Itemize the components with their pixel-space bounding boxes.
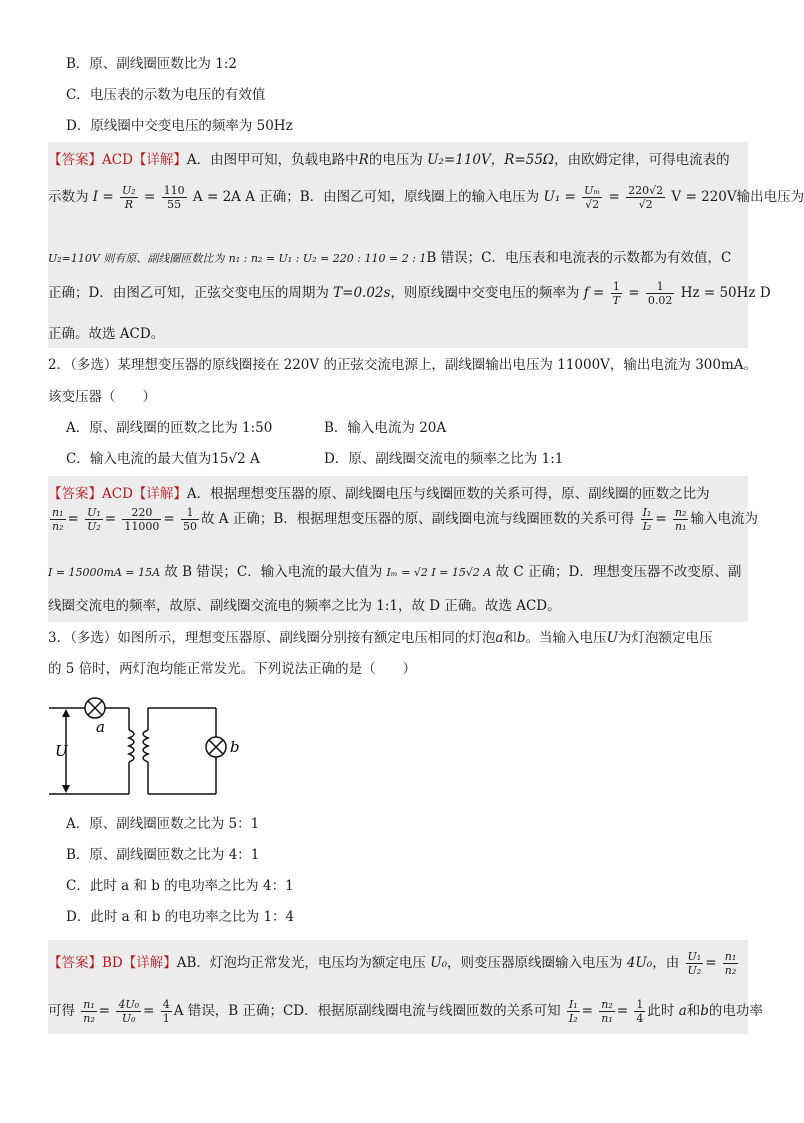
math: f =: [583, 285, 605, 301]
text: A．根据理想变压器的原、副线圈电压与线圈匝数的关系可得，原、副线圈的匝数之比为: [186, 486, 710, 502]
question-2-stem: 2．（多选）某理想变压器的原线圈接在 220V 的正弦交流电源上，副线圈输出电压为 11000V，输出电流为 300mA。: [48, 357, 758, 373]
fraction: $\frac{\text{U₂}}{R}$: [122, 184, 136, 211]
math: I = 15000mA = 15A: [48, 566, 161, 579]
math: A = 2A: [192, 189, 241, 205]
math: Iₘ = √2 I = 15√2 A: [386, 566, 492, 579]
answer-tag: 【答案】BD【详解】: [48, 955, 177, 971]
text: ，由欧姆定律，可得电流表的: [554, 152, 730, 168]
text: R=55Ω: [504, 152, 555, 168]
math: U₁ =: [543, 189, 576, 205]
text: A．由图甲可知，负载电路中: [186, 152, 359, 168]
text: 示数为: [48, 189, 89, 205]
text: 故 A 正确；B．根据理想变压器的原、副线圈电流与线圈匝数的关系可得: [201, 511, 635, 527]
math: n₁ : n₂ = U₁ : U₂ = 220 : 110 = 2 : 1: [228, 252, 427, 265]
fraction: $\frac{\text{n₂}}{\text{n₁}}$: [601, 998, 613, 1025]
fraction: $\frac{110}{55}$: [163, 184, 185, 211]
q2-option-b: B．输入电流为 20A: [324, 420, 447, 436]
fraction: $\frac{1}{4}$: [636, 998, 644, 1025]
text: ，则原线圈中交变电压的频率为: [390, 285, 580, 301]
fraction: $\frac{\text{n₂}}{\text{n₁}}$: [674, 506, 687, 533]
q2-option-a: A．原、副线圈的匝数之比为 1:50: [66, 420, 273, 436]
fraction: $\frac{1}{T}$: [612, 280, 620, 307]
fraction: $\frac{\text{4U₀}}{\text{U₀}}$: [118, 998, 140, 1025]
math: Hz = 50Hz: [680, 285, 756, 301]
math: V = 220V: [671, 189, 737, 205]
text: B 错误；C．电压表和电流表的示数都为有效值，C: [426, 250, 732, 266]
question-2-stem-cont: 该变压器（ ）: [48, 389, 156, 405]
answer-block-1: 【答案】ACD【详解】A．由图甲可知，负载电路中R的电压为 U₂=110V，R=55Ω，由欧姆定律，可得电流表的 示数为 I = $\frac{\text{U₂}}{R}$ = $\frac{110}{55}$ A = 2A A 正确；B．由图乙可知，原线圈上的输入电压为 U₁ = $\frac{\text{Uₘ}}{√2}$ = $\frac{220√2}{√2}$ V = 220V输出电压为 U₂=110V 则有原、副线圈匝数比为 n₁ : n₂ = U₁ : U₂ = 220 : 110 = 2 : 1B 错误；C．电压表和电流表的示数都为有效值，C 正确；D．由图乙可知，正弦交变电压的周期为 T=0.02s，则原线圈中交变电压的频率为 f = $\frac{1}{T}$ = $\frac{1}{0.02}$ Hz = 50Hz D 正确。故选 ACD。: [48, 142, 748, 348]
transformer-circuit-diagram: [44, 690, 240, 800]
fraction: $\frac{220√2}{√2}$: [628, 184, 664, 211]
q3-option-a: A．原、副线圈匝数之比为 5：1: [66, 816, 260, 832]
fraction: $\frac{\text{U₁}}{\text{U₂}}$: [87, 506, 101, 533]
fraction: $\frac{\text{I₁}}{\text{I₂}}$: [568, 998, 578, 1025]
text: D: [759, 285, 771, 301]
fraction: $\frac{1}{0.02}$: [647, 280, 673, 307]
text: 的电压为: [368, 152, 423, 168]
text: 正确。故选 ACD。: [48, 326, 165, 342]
lamp-a-label: a: [96, 718, 105, 736]
fraction: $\frac{\text{n₁}}{\text{n₂}}$: [724, 950, 737, 977]
math: U₂=110V 则有原、副线圈匝数比为: [48, 252, 225, 265]
voltage-u-label: U: [55, 742, 68, 760]
fraction: $\frac{\text{n₁}}{\text{n₂}}$: [83, 998, 95, 1025]
text: U₂=110V，: [427, 152, 505, 168]
option-d-prev: D．原线圈中交变电压的频率为 50Hz: [66, 118, 293, 134]
text: A 正确；B．由图乙可知，原线圈上的输入电压为: [245, 189, 540, 205]
question-3-stem: 3．（多选）如图所示，理想变压器原、副线圈分别接有额定电压相同的灯泡a和b。当输入电压U为灯泡额定电压: [48, 630, 713, 646]
text: 故 C 正确；D．理想变压器不改变原、副: [495, 564, 742, 580]
math: I =: [92, 189, 114, 205]
text: 输出电压为: [736, 189, 804, 205]
text: 线圈交流电的频率，故原、副线圈交流电的频率之比为 1:1，故 D 正确。故选 ACD。: [48, 598, 561, 614]
fraction: $\frac{4}{1}$: [162, 998, 170, 1025]
text: 正确；D．由图乙可知，正弦交变电压的周期为: [48, 285, 329, 301]
text: T=0.02s: [333, 285, 391, 301]
fraction: $\frac{\text{I₁}}{\text{I₂}}$: [642, 506, 652, 533]
fraction: $\frac{220}{11000}$: [124, 506, 160, 533]
answer-block-3: 【答案】BD【详解】AB．灯泡均正常发光，电压均为额定电压 U₀，则变压器原线圈输入电压为 4U₀，由 $\frac{\text{U₁}}{\text{U₂}}$ = $\frac{\text{n₁}}{\text{n₂}}$ 可得 $\frac{\text{n₁}}{\text{n₂}}$ = $\frac{\text{4U₀}}{\text{U₀}}$ = $\frac{4}{1}$ A 错误，B 正确；CD．根据原副线圈电流与线圈匝数的关系可知 $\frac{\text{I₁}}{\text{I₂}}$ = $\frac{\text{n₂}}{\text{n₁}}$ = $\frac{1}{4}$ 此时 a和b的电功率: [48, 940, 748, 1034]
answer-tag: 【答案】ACD【详解】: [48, 486, 187, 502]
text: 输入电流为: [690, 511, 758, 527]
fraction: $\frac{\text{n₁}}{\text{n₂}}$: [52, 506, 64, 533]
q3-option-d: D．此时 a 和 b 的电功率之比为 1：4: [66, 909, 295, 925]
q2-option-d: D．原、副线圈交流电的频率之比为 1:1: [324, 451, 564, 467]
lamp-b-label: b: [230, 738, 240, 756]
option-c-prev: C．电压表的示数为电压的有效值: [66, 87, 266, 103]
answer-block-2: 【答案】ACD【详解】A．根据理想变压器的原、副线圈电压与线圈匝数的关系可得，原、副线圈的匝数之比为 $\frac{\text{n₁}}{\text{n₂}}$ = $\frac{\text{U₁}}{\text{U₂}}$ = $\frac{220}{11000}$ = $\frac{1}{50}$ 故 A 正确；B．根据理想变压器的原、副线圈电流与线圈匝数的关系可得 $\frac{\text{I₁}}{\text{I₂}}$ = $\frac{\text{n₂}}{\text{n₁}}$ 输入电流为 I = 15000mA = 15A 故 B 错误；C．输入电流的最大值为 Iₘ = √2 I = 15√2 A 故 C 正确；D．理想变压器不改变原、副 线圈交流电的频率，故原、副线圈交流电的频率之比为 1:1，故 D 正确。故选 ACD。: [48, 476, 748, 622]
q3-option-b: B．原、副线圈匝数之比为 4：1: [66, 847, 260, 863]
answer-tag: 【答案】ACD【详解】: [48, 152, 187, 168]
text: 故 B 错误；C．输入电流的最大值为: [164, 564, 383, 580]
question-3-stem-cont: 的 5 倍时，两灯泡均能正常发光。下列说法正确的是（ ）: [48, 661, 417, 677]
option-b-prev: B．原、副线圈匝数比为 1:2: [66, 56, 237, 72]
text: R: [358, 152, 369, 168]
q2-option-c: C．输入电流的最大值为15√2 A: [66, 451, 260, 467]
fraction: $\frac{\text{Uₘ}}{√2}$: [584, 184, 601, 211]
fraction: $\frac{1}{50}$: [183, 506, 198, 533]
q3-option-c: C．此时 a 和 b 的电功率之比为 4：1: [66, 878, 294, 894]
fraction: $\frac{\text{U₁}}{\text{U₂}}$: [687, 950, 702, 977]
